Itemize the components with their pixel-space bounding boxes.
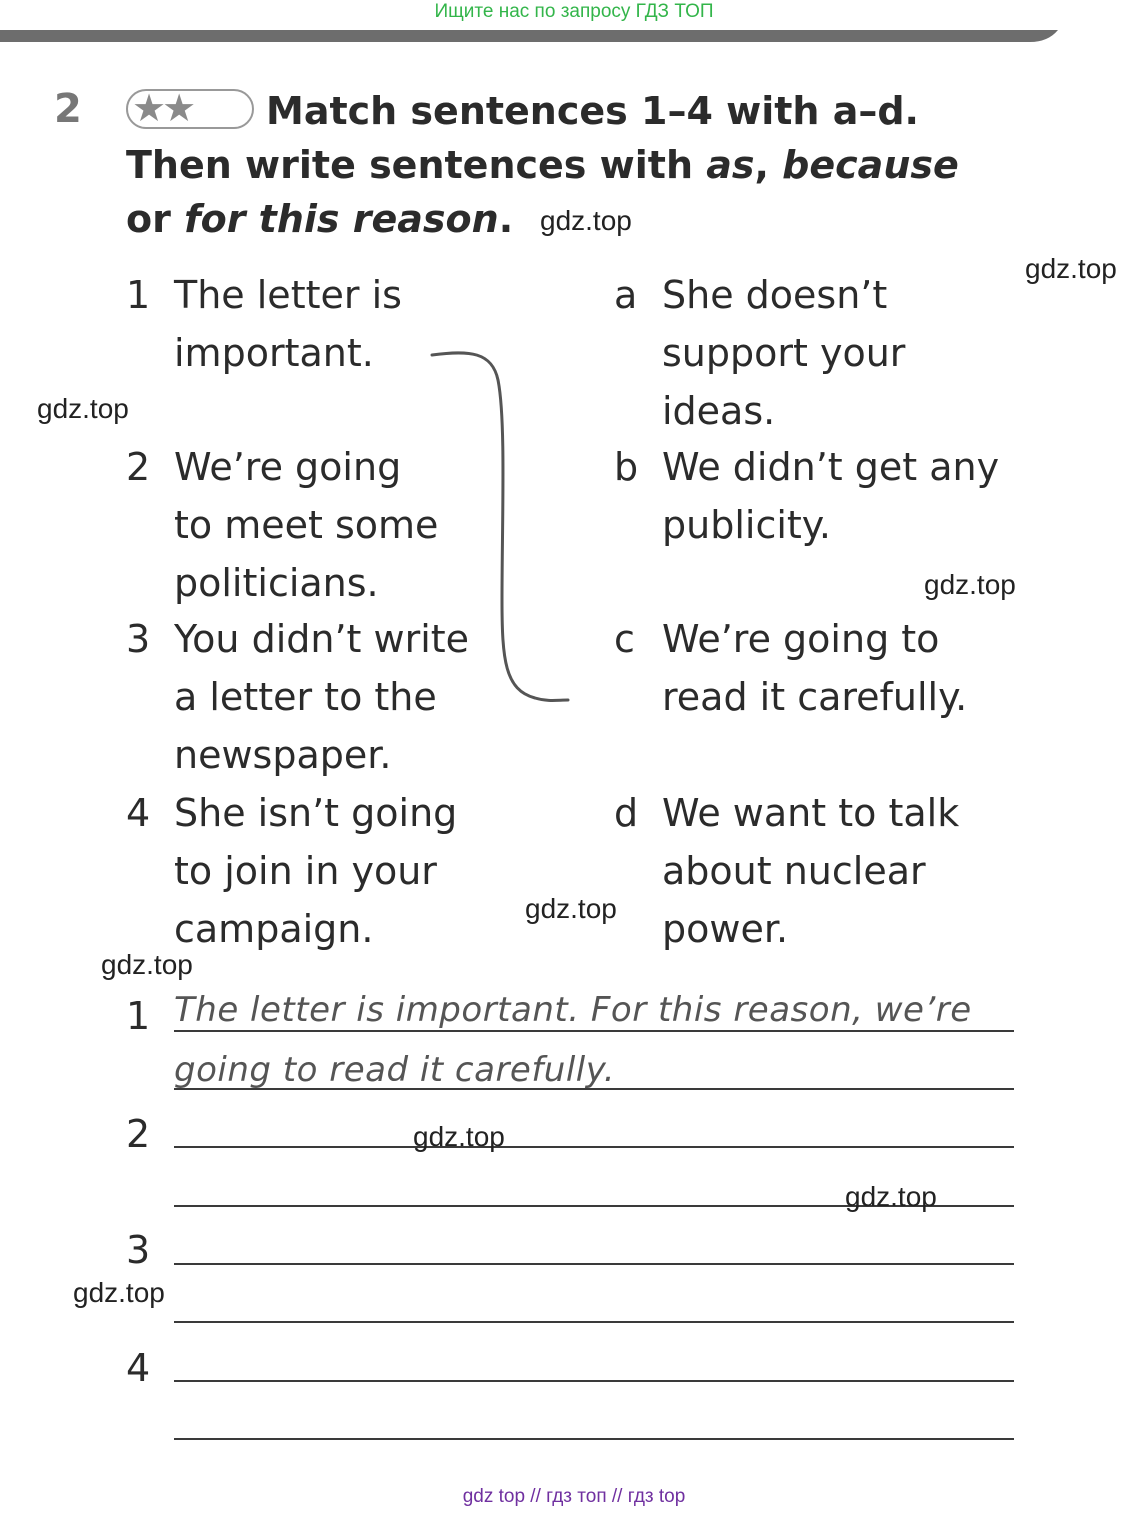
watermark: gdz.top: [540, 205, 632, 236]
answer-line[interactable]: [174, 1263, 1014, 1265]
answer-line[interactable]: [174, 1030, 1014, 1032]
item-label: 4: [126, 791, 151, 835]
item-label: c: [614, 617, 635, 661]
watermark: gdz.top: [413, 1121, 505, 1152]
instruction-text: .: [498, 197, 514, 241]
answer-line[interactable]: [174, 1146, 1014, 1148]
item-line: about nuclear: [662, 849, 926, 893]
instruction-as: as: [706, 143, 755, 187]
item-line: read it carefully.: [662, 675, 968, 719]
right-sentence-d: [614, 784, 1034, 958]
answer-1-line-1: The letter is important. For this reason, we’re: [174, 990, 972, 1030]
answer-number-1: 1: [126, 994, 151, 1038]
item-label: 1: [126, 273, 151, 317]
instruction-for-this-reason: for this reason: [184, 197, 499, 241]
answer-number-2: 2: [126, 1112, 151, 1156]
item-line: support your: [662, 331, 906, 375]
top-search-note[interactable]: Ищите нас по запросу ГДЗ ТОП: [434, 1, 714, 22]
footer-links[interactable]: gdz top // гдз топ // гдз top: [462, 1486, 686, 1507]
answer-line[interactable]: [174, 1321, 1014, 1323]
item-line: The letter is: [174, 273, 402, 317]
item-line: You didn’t write: [174, 617, 470, 661]
left-sentence-4: [126, 784, 506, 958]
answer-number-4: 4: [126, 1346, 151, 1390]
watermark: gdz.top: [525, 893, 617, 924]
item-line: We want to talk: [662, 791, 960, 835]
item-line: politicians.: [174, 561, 379, 605]
watermark: gdz.top: [1025, 253, 1117, 284]
exercise-number: 2: [54, 86, 82, 132]
item-line: She isn’t going: [174, 791, 458, 835]
item-line: We didn’t get any: [662, 445, 1000, 489]
item-label: 3: [126, 617, 151, 661]
item-line: newspaper.: [174, 733, 392, 777]
difficulty-stars: ★★: [126, 89, 254, 129]
item-line: to meet some: [174, 503, 439, 547]
item-line: a letter to the: [174, 675, 437, 719]
item-label: 2: [126, 445, 151, 489]
item-line: She doesn’t: [662, 273, 888, 317]
item-line: publicity.: [662, 503, 831, 547]
item-line: ideas.: [662, 389, 776, 433]
watermark: gdz.top: [101, 949, 193, 980]
item-label: b: [614, 445, 639, 489]
answer-line[interactable]: [174, 1088, 1014, 1090]
item-line: important.: [174, 331, 374, 375]
item-line: campaign.: [174, 907, 374, 951]
watermark: gdz.top: [37, 393, 129, 424]
item-line: to join in your: [174, 849, 437, 893]
answer-number-3: 3: [126, 1228, 151, 1272]
item-line: We’re going to: [662, 617, 940, 661]
watermark: gdz.top: [845, 1181, 937, 1212]
item-line: power.: [662, 907, 789, 951]
item-label: d: [614, 791, 639, 835]
watermark: gdz.top: [73, 1277, 165, 1308]
answer-line[interactable]: [174, 1438, 1014, 1440]
item-text: [662, 784, 959, 958]
instruction-text: Match sentences 1–4 with a–d. Then write sentences with: [126, 89, 919, 187]
item-line: We’re going: [174, 445, 402, 489]
answer-1-line-2: going to read it carefully.: [174, 1050, 616, 1090]
instruction-text: or: [126, 197, 185, 241]
item-text: [174, 784, 457, 958]
instruction-because: because: [782, 143, 959, 187]
answer-line[interactable]: [174, 1380, 1014, 1382]
instruction-text: ,: [754, 143, 783, 187]
item-label: a: [614, 273, 638, 317]
watermark: gdz.top: [924, 569, 1016, 600]
